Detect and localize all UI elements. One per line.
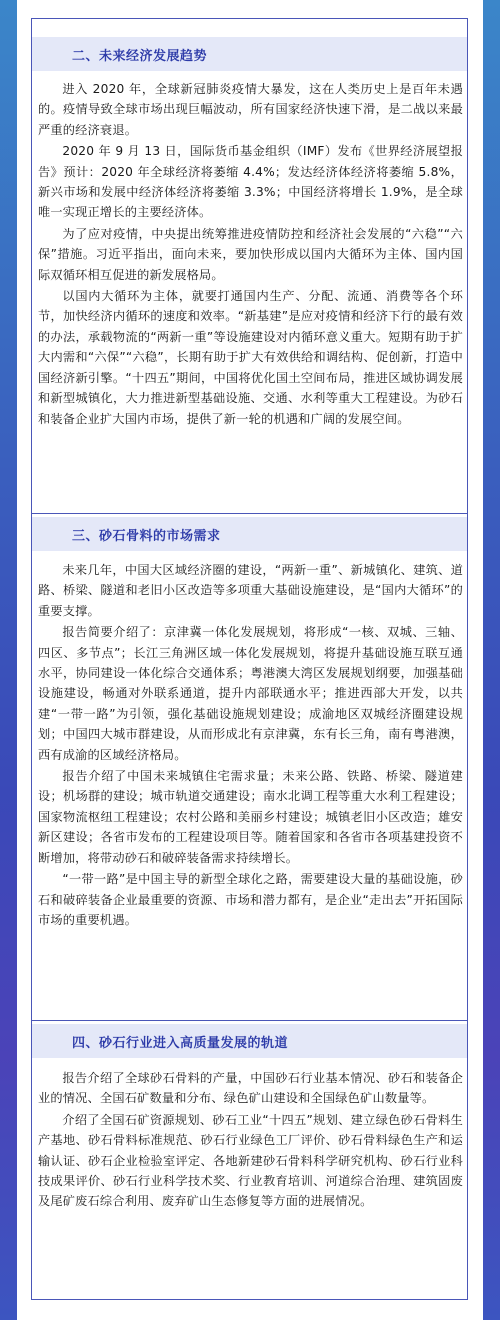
section-header-demand: [32, 517, 467, 551]
section-body-economy: [38, 79, 463, 430]
paragraph: 进入 2020 年，全球新冠肺炎疫情大暴发，这在人类历史上是百年未遇的。疫情导致全球市场出现巨幅波动，所有国家经济快速下滑，是二战以来最严重的经济衰退。: [38, 82, 463, 137]
paragraph: 2020 年 9 月 13 日，国际货币基金组织（IMF）发布《世界经济展望报告》预计：2020 年全球经济将萎缩 4.4%；发达经济体经济将萎缩 5.8%，新兴市场和发展中经济体经济将萎缩 3.3%；中国经济将增长 1.9%，是全球唯一实现正增长的主要经济体。: [38, 144, 463, 220]
section-divider: [32, 1020, 467, 1021]
section-title: 四、砂石行业进入高质量发展的轨道: [72, 1035, 289, 1051]
paragraph: “一带一路”是中国主导的新型全球化之路，需要建设大量的基础设施，砂石和破碎装备企业最重要的资源、市场和潜力都有，是企业“走出去”开拓国际市场的重要机遇。: [38, 872, 463, 927]
paragraph: 未来几年，中国大区域经济圈的建设，“两新一重”、新城镇化、建筑、道路、桥梁、隧道和老旧小区改造等多项重大基础设施建设，是“国内大循环”的重要支撑。: [38, 563, 463, 618]
paragraph: 介绍了全国石矿资源规划、砂石工业“十四五”规划、建立绿色砂石骨料生产基地、砂石骨料标准规范、砂石行业绿色工厂评价、砂石骨料绿色生产和运输认证、砂石企业检验室评定、各地新建砂石骨料科学研究机构、砂石行业科技成果评价、砂石行业科学技术奖、行业教育培训、河道综合治理、建筑固废及尾矿废石综合利用、废弃矿山生态修复等方面的进展情况。: [38, 1112, 463, 1209]
paragraph: 以国内大循环为主体，就要打通国内生产、分配、流通、消费等各个环节，加快经济内循环的速度和效率。“新基建”是应对疫情和经济下行的最有效的办法，承载物流的“两新一重”等设施建设对内循环意义重大。短期有助于扩大内需和“六保”“六稳”，长期有助于扩大有效供给和调结构、促创新，打造中国经济新引擎。“十四五”期间，中国将优化国土空间布局，推进区域协调发展和新型城镇化，大力推进新型基础设施、交通、水利等重大工程建设。为砂石和装备企业扩大国内市场，提供了新一轮的机遇和广阔的发展空间。: [38, 289, 463, 426]
paragraph: 为了应对疫情，中央提出统筹推进疫情防控和经济社会发展的“六稳”“六保”措施。习近平指出，面向未来，要加快形成以国内大循环为主体、国内国际双循环相互促进的新发展格局。: [38, 226, 463, 282]
section-title: 二、未来经济发展趋势: [72, 48, 208, 64]
section-divider: [32, 513, 467, 514]
section-title: 三、砂石骨料的市场需求: [72, 528, 221, 544]
section-body-demand: [38, 560, 463, 931]
section-header-economy: [32, 37, 467, 71]
paragraph: 报告介绍了全球砂石骨料的产量，中国砂石行业基本情况、砂石和装备企业的情况、全国石矿数量和分布、绿色矿山建设和全国绿色矿山数量等。: [38, 1071, 463, 1106]
paragraph: 报告介绍了中国未来城镇住宅需求量；未来公路、铁路、桥梁、隧道建设；机场群的建设；城市轨道交通建设；南水北调工程等重大水利工程建设；国家物流枢纽工程建设；农村公路和美丽乡村建设；城镇老旧小区改造；雄安新区建设；各省市发布的工程建设项目等。随着国家和各省市各项基建投资不断增加，将带动砂石和破碎装备需求持续增长。: [38, 769, 463, 865]
section-body-quality: [38, 1068, 463, 1213]
section-header-quality: [32, 1024, 467, 1058]
paragraph: 报告简要介绍了：京津冀一体化发展规划，将形成“一核、双城、三轴、四区、多节点”；长江三角洲区域一体化发展规划，将提升基础设施互联互通水平，协同建设一体化综合交通体系；粤港澳大湾区发展规划纲要，加强基础设施建设，畅通对外联系通道，提升内部联通水平；推进西部大开发，以共建“一带一路”为引领，强化基础设施规划建设；成渝地区双城经济圈建设规划；中国四大城市群建设，从而形成北有京津冀，东有长三角，南有粤港澳，西有成渝的区域经济格局。: [38, 625, 463, 762]
